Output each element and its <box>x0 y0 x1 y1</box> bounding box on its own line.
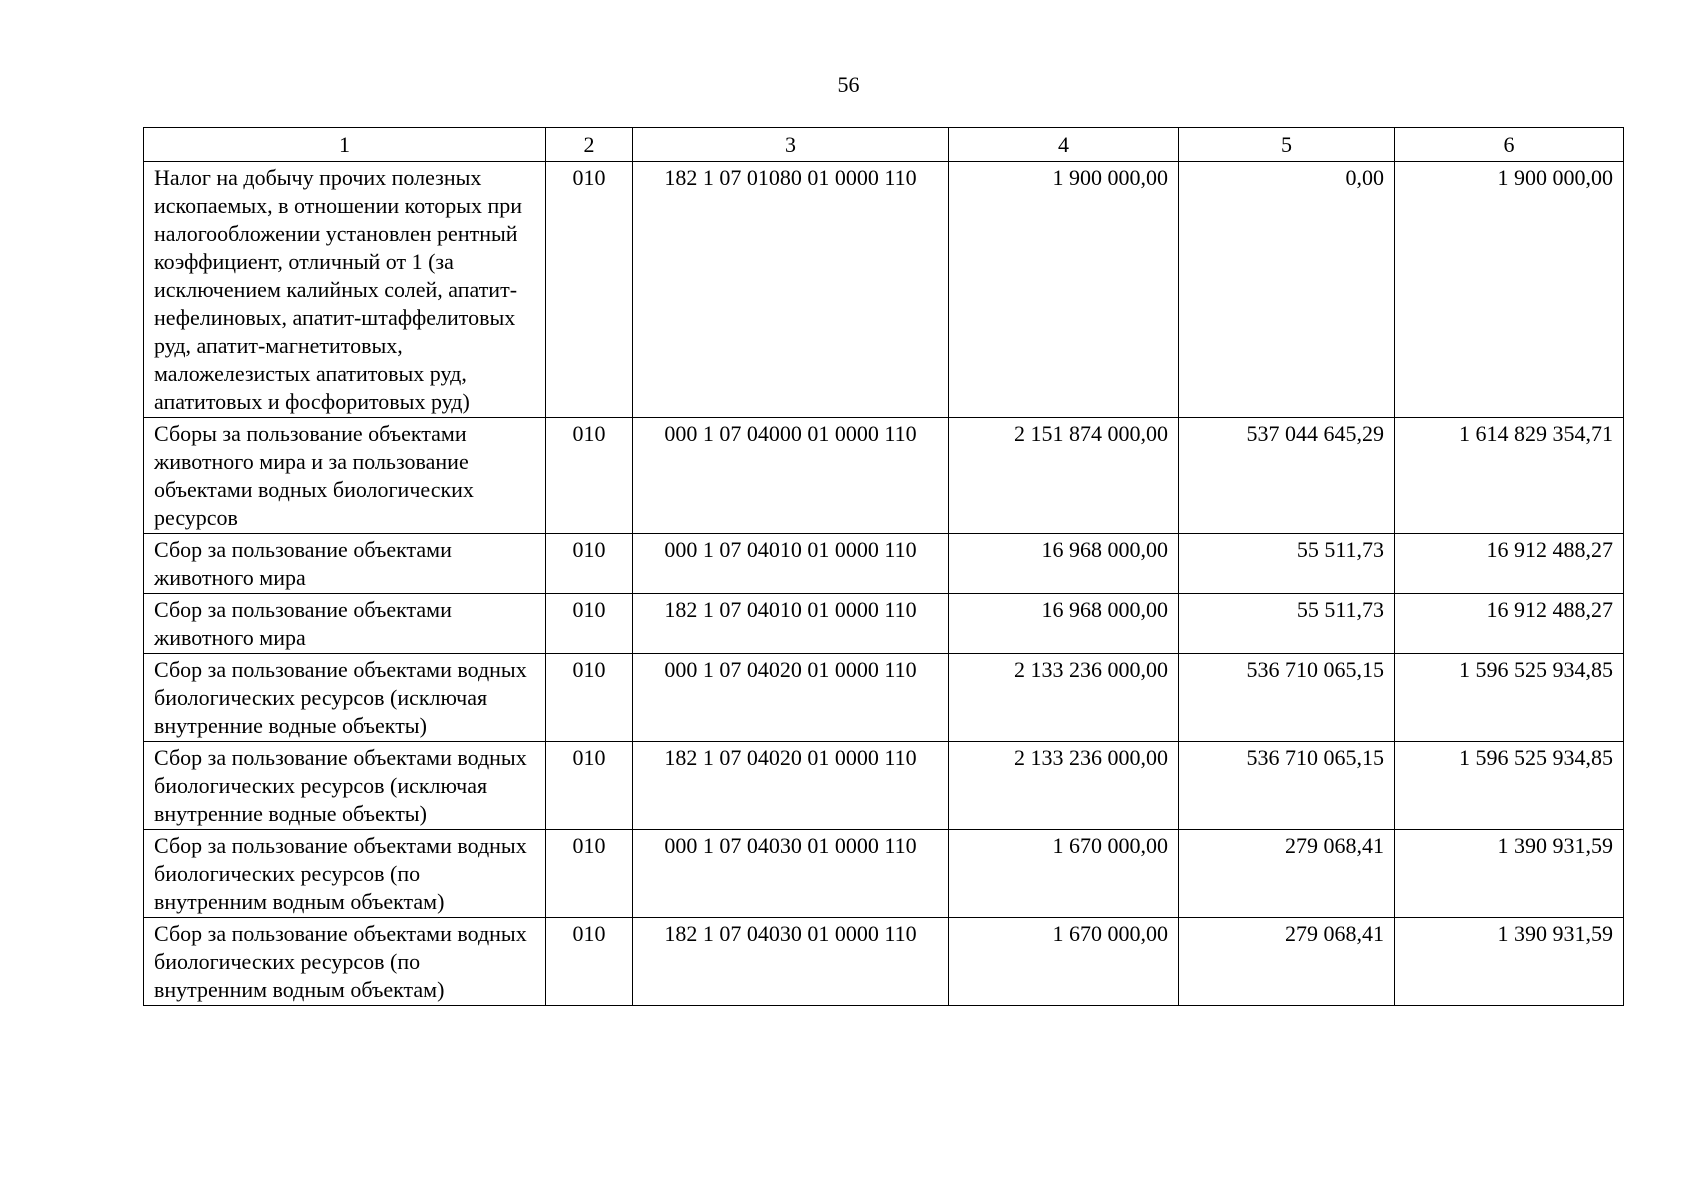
row-column-6: 1 596 525 934,85 <box>1395 742 1624 830</box>
row-name: Сбор за пользование объектами водных биологических ресурсов (исключая внутренние водные объекты) <box>144 654 546 742</box>
row-column-4: 16 968 000,00 <box>949 534 1179 594</box>
row-column-5: 0,00 <box>1179 162 1395 418</box>
row-column-4: 1 670 000,00 <box>949 918 1179 1006</box>
row-line-code: 010 <box>546 830 633 918</box>
row-budget-code: 182 1 07 04010 01 0000 110 <box>633 594 949 654</box>
table-row <box>144 162 1624 418</box>
row-column-6: 16 912 488,27 <box>1395 594 1624 654</box>
row-column-6: 1 614 829 354,71 <box>1395 418 1624 534</box>
row-column-5: 536 710 065,15 <box>1179 654 1395 742</box>
row-budget-code: 000 1 07 04000 01 0000 110 <box>633 418 949 534</box>
row-name: Сбор за пользование объектами водных биологических ресурсов (по внутренним водным объектам) <box>144 918 546 1006</box>
row-budget-code: 182 1 07 01080 01 0000 110 <box>633 162 949 418</box>
row-line-code: 010 <box>546 654 633 742</box>
page-number: 56 <box>837 72 860 97</box>
row-column-4: 2 133 236 000,00 <box>949 654 1179 742</box>
row-name: Сбор за пользование объектами водных биологических ресурсов (по внутренним водным объектам) <box>144 830 546 918</box>
table-row <box>144 418 1624 534</box>
row-budget-code: 182 1 07 04020 01 0000 110 <box>633 742 949 830</box>
row-name: Налог на добычу прочих полезных ископаемых, в отношении которых при налогообложении установлен рентный коэффициент, отличный от 1 (за исключением калийных солей, апатит-нефелиновых, апатит-штаффелитовых руд, апатит-магнетитовых, маложелезистых апатитовых руд, апатитовых и фосфоритовых руд) <box>144 162 546 418</box>
table-row <box>144 830 1624 918</box>
row-line-code: 010 <box>546 534 633 594</box>
row-line-code: 010 <box>546 918 633 1006</box>
row-column-4: 16 968 000,00 <box>949 594 1179 654</box>
row-column-4: 1 670 000,00 <box>949 830 1179 918</box>
row-column-6: 1 390 931,59 <box>1395 830 1624 918</box>
column-header-1: 1 <box>144 128 546 162</box>
row-column-6: 1 596 525 934,85 <box>1395 654 1624 742</box>
row-column-6: 1 900 000,00 <box>1395 162 1624 418</box>
column-header-6: 6 <box>1395 128 1624 162</box>
table-row <box>144 594 1624 654</box>
row-budget-code: 000 1 07 04020 01 0000 110 <box>633 654 949 742</box>
row-name: Сборы за пользование объектами животного мира и за пользование объектами водных биологических ресурсов <box>144 418 546 534</box>
row-column-6: 16 912 488,27 <box>1395 534 1624 594</box>
row-line-code: 010 <box>546 742 633 830</box>
row-column-5: 55 511,73 <box>1179 534 1395 594</box>
table-row <box>144 654 1624 742</box>
column-header-5: 5 <box>1179 128 1395 162</box>
revenue-table <box>143 127 1624 1006</box>
row-budget-code: 000 1 07 04030 01 0000 110 <box>633 830 949 918</box>
row-name: Сбор за пользование объектами водных биологических ресурсов (исключая внутренние водные объекты) <box>144 742 546 830</box>
column-header-2: 2 <box>546 128 633 162</box>
row-budget-code: 182 1 07 04030 01 0000 110 <box>633 918 949 1006</box>
row-column-4: 2 133 236 000,00 <box>949 742 1179 830</box>
column-header-4: 4 <box>949 128 1179 162</box>
table-row <box>144 742 1624 830</box>
row-name: Сбор за пользование объектами животного мира <box>144 534 546 594</box>
column-header-3: 3 <box>633 128 949 162</box>
row-column-5: 279 068,41 <box>1179 830 1395 918</box>
row-column-5: 279 068,41 <box>1179 918 1395 1006</box>
header-row <box>144 128 1624 162</box>
row-column-4: 1 900 000,00 <box>949 162 1179 418</box>
row-column-5: 55 511,73 <box>1179 594 1395 654</box>
row-name: Сбор за пользование объектами животного мира <box>144 594 546 654</box>
row-line-code: 010 <box>546 162 633 418</box>
table-row <box>144 534 1624 594</box>
row-budget-code: 000 1 07 04010 01 0000 110 <box>633 534 949 594</box>
table-row <box>144 918 1624 1006</box>
row-column-5: 537 044 645,29 <box>1179 418 1395 534</box>
row-column-5: 536 710 065,15 <box>1179 742 1395 830</box>
row-line-code: 010 <box>546 594 633 654</box>
row-line-code: 010 <box>546 418 633 534</box>
row-column-4: 2 151 874 000,00 <box>949 418 1179 534</box>
row-column-6: 1 390 931,59 <box>1395 918 1624 1006</box>
